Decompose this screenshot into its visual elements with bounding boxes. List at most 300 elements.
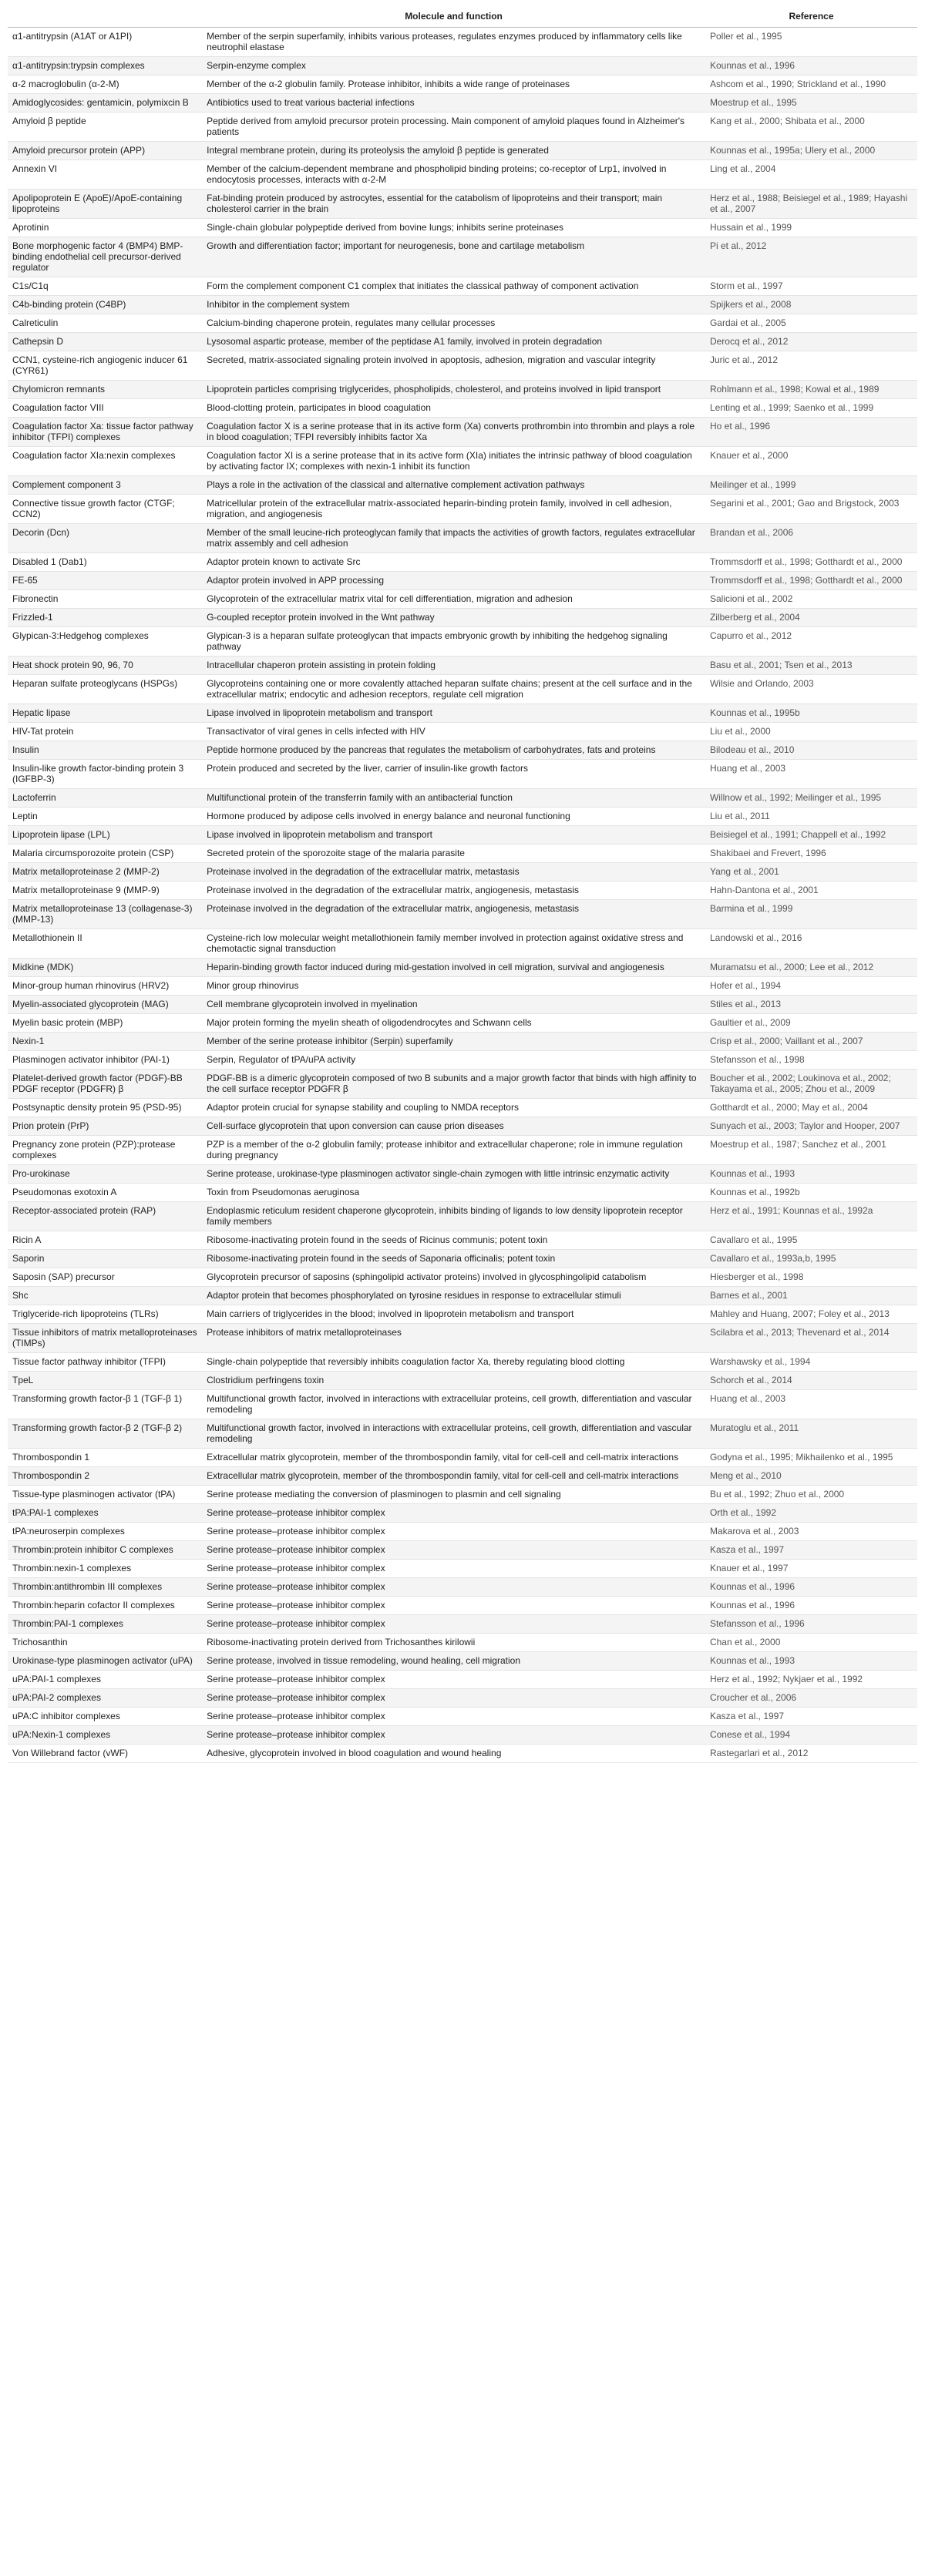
table-row (8, 627, 917, 657)
reference-cell: Wilsie and Orlando, 2003 (705, 675, 917, 704)
reference-cell: Trommsdorff et al., 1998; Gotthardt et al., 2000 (705, 553, 917, 572)
table-row (8, 1486, 917, 1504)
function-cell: Glypican-3 is a heparan sulfate proteoglycan that impacts embryonic growth by inhibiting the hedgehog signaling pathway (202, 627, 705, 657)
molecule-cell: α1-antitrypsin:trypsin complexes (8, 57, 202, 76)
function-cell: Glycoproteins containing one or more covalently attached heparan sulfate chains; present at the cell surface and in the extracellular matrix; endocytic and adhesion receptors, regulate cell migration (202, 675, 705, 704)
function-cell: Main carriers of triglycerides in the blood; involved in lipoprotein metabolism and transport (202, 1305, 705, 1324)
molecule-cell: Tissue factor pathway inhibitor (TFPI) (8, 1353, 202, 1372)
table-row (8, 237, 917, 277)
molecule-cell: Bone morphogenic factor 4 (BMP4) BMP-binding endothelial cell precursor-derived regulator (8, 237, 202, 277)
table-row (8, 1231, 917, 1250)
function-cell: Adaptor protein that becomes phosphorylated on tyrosine residues in response to extracellular stimuli (202, 1287, 705, 1305)
table-row (8, 1051, 917, 1070)
function-cell: Clostridium perfringens toxin (202, 1372, 705, 1390)
table-row (8, 524, 917, 553)
table-row (8, 57, 917, 76)
reference-cell: Spijkers et al., 2008 (705, 296, 917, 314)
function-cell: Calcium-binding chaperone protein, regulates many cellular processes (202, 314, 705, 333)
molecule-cell: Midkine (MDK) (8, 959, 202, 977)
reference-cell: Kounnas et al., 1995b (705, 704, 917, 723)
molecule-cell: Myelin-associated glycoprotein (MAG) (8, 996, 202, 1014)
reference-cell: Ling et al., 2004 (705, 160, 917, 190)
molecule-cell: Nexin-1 (8, 1033, 202, 1051)
molecule-cell: Amyloid β peptide (8, 113, 202, 142)
reference-cell: Zilberberg et al., 2004 (705, 609, 917, 627)
table-row (8, 1070, 917, 1099)
reference-cell: Boucher et al., 2002; Loukinova et al., 2002; Takayama et al., 2005; Zhou et al., 2009 (705, 1070, 917, 1099)
table-row (8, 1184, 917, 1202)
molecule-cell: Trichosanthin (8, 1634, 202, 1652)
reference-cell: Moestrup et al., 1987; Sanchez et al., 2001 (705, 1136, 917, 1165)
function-cell: Serine protease–protease inhibitor complex (202, 1504, 705, 1523)
molecule-cell: Thrombin:antithrombin III complexes (8, 1578, 202, 1597)
reference-cell: Meng et al., 2010 (705, 1467, 917, 1486)
table-row (8, 1689, 917, 1708)
function-cell: Serpin-enzyme complex (202, 57, 705, 76)
molecule-cell: Transforming growth factor-β 2 (TGF-β 2) (8, 1419, 202, 1449)
molecule-cell: C1s/C1q (8, 277, 202, 296)
function-cell: Coagulation factor X is a serine protease that in its active form (Xa) converts prothrombin into thrombin and plays a role in blood coagulation; TFPI reversibly inhibits factor Xa (202, 418, 705, 447)
function-cell: Single-chain polypeptide that reversibly inhibits coagulation factor Xa, thereby regulating blood clotting (202, 1353, 705, 1372)
molecule-cell: Thrombospondin 1 (8, 1449, 202, 1467)
reference-cell: Herz et al., 1992; Nykjaer et al., 1992 (705, 1671, 917, 1689)
molecule-cell: Minor-group human rhinovirus (HRV2) (8, 977, 202, 996)
reference-cell: Stefansson et al., 1998 (705, 1051, 917, 1070)
molecule-cell: Ricin A (8, 1231, 202, 1250)
reference-cell: Storm et al., 1997 (705, 277, 917, 296)
reference-cell: Kasza et al., 1997 (705, 1541, 917, 1560)
reference-cell: Croucher et al., 2006 (705, 1689, 917, 1708)
reference-cell: Meilinger et al., 1999 (705, 476, 917, 495)
molecule-cell: Receptor-associated protein (RAP) (8, 1202, 202, 1231)
function-cell: Blood-clotting protein, participates in blood coagulation (202, 399, 705, 418)
molecule-cell: Thrombin:PAI-1 complexes (8, 1615, 202, 1634)
reference-cell: Makarova et al., 2003 (705, 1523, 917, 1541)
table-row (8, 1671, 917, 1689)
reference-cell: Liu et al., 2011 (705, 808, 917, 826)
molecule-cell: Pro-urokinase (8, 1165, 202, 1184)
reference-cell: Beisiegel et al., 1991; Chappell et al., 1992 (705, 826, 917, 845)
molecule-cell: Shc (8, 1287, 202, 1305)
molecule-cell: Tissue-type plasminogen activator (tPA) (8, 1486, 202, 1504)
table-row (8, 1615, 917, 1634)
reference-cell: Poller et al., 1995 (705, 28, 917, 57)
reference-cell: Chan et al., 2000 (705, 1634, 917, 1652)
reference-cell: Hofer et al., 1994 (705, 977, 917, 996)
function-cell: Serine protease–protease inhibitor complex (202, 1597, 705, 1615)
function-cell: Secreted protein of the sporozoite stage of the malaria parasite (202, 845, 705, 863)
molecule-cell: Hepatic lipase (8, 704, 202, 723)
molecule-cell: Lipoprotein lipase (LPL) (8, 826, 202, 845)
function-cell: Adhesive, glycoprotein involved in blood coagulation and wound healing (202, 1745, 705, 1763)
molecule-cell: Tissue inhibitors of matrix metalloproteinases (TIMPs) (8, 1324, 202, 1353)
function-cell: Member of the serine protease inhibitor (Serpin) superfamily (202, 1033, 705, 1051)
reference-cell: Cavallaro et al., 1995 (705, 1231, 917, 1250)
function-cell: Lipoprotein particles comprising triglycerides, phospholipids, cholesterol, and proteins involved in lipid transport (202, 381, 705, 399)
molecule-cell: Malaria circumsporozoite protein (CSP) (8, 845, 202, 863)
reference-cell: Rohlmann et al., 1998; Kowal et al., 1989 (705, 381, 917, 399)
function-cell: Serine protease–protease inhibitor complex (202, 1541, 705, 1560)
function-cell: Coagulation factor XI is a serine protease that in its active form (XIa) initiates the intrinsic pathway of blood coagulation by activating factor IX; complexes with nexin-1 inhibit its function (202, 447, 705, 476)
reference-cell: Sunyach et al., 2003; Taylor and Hooper, 2007 (705, 1117, 917, 1136)
molecule-cell: Annexin VI (8, 160, 202, 190)
table-row (8, 1708, 917, 1726)
table-row (8, 1467, 917, 1486)
reference-cell: Kounnas et al., 1996 (705, 1578, 917, 1597)
function-cell: Proteinase involved in the degradation of the extracellular matrix, metastasis (202, 863, 705, 882)
molecule-cell: uPA:C inhibitor complexes (8, 1708, 202, 1726)
reference-cell: Trommsdorff et al., 1998; Gotthardt et al., 2000 (705, 572, 917, 590)
reference-cell: Ashcom et al., 1990; Strickland et al., 1990 (705, 76, 917, 94)
header-row (8, 6, 917, 28)
molecule-cell: Matrix metalloproteinase 2 (MMP-2) (8, 863, 202, 882)
molecule-cell: Connective tissue growth factor (CTGF; CCN2) (8, 495, 202, 524)
reference-cell: Herz et al., 1991; Kounnas et al., 1992a (705, 1202, 917, 1231)
table-row (8, 1324, 917, 1353)
reference-cell: Hahn-Dantona et al., 2001 (705, 882, 917, 900)
function-cell: Endoplasmic reticulum resident chaperone glycoprotein, inhibits binding of ligands to low density lipoprotein receptor family members (202, 1202, 705, 1231)
reference-cell: Hiesberger et al., 1998 (705, 1268, 917, 1287)
table-row (8, 76, 917, 94)
molecule-cell: α1-antitrypsin (A1AT or A1PI) (8, 28, 202, 57)
table-row (8, 1597, 917, 1615)
function-cell: Peptide hormone produced by the pancreas that regulates the metabolism of carbohydrates, fats and proteins (202, 741, 705, 760)
reference-cell: Rastegarlari et al., 2012 (705, 1745, 917, 1763)
molecule-cell: uPA:PAI-2 complexes (8, 1689, 202, 1708)
table-row (8, 94, 917, 113)
molecule-cell: Plasminogen activator inhibitor (PAI-1) (8, 1051, 202, 1070)
table-row (8, 351, 917, 381)
table-row (8, 1287, 917, 1305)
molecule-cell: Coagulation factor VIII (8, 399, 202, 418)
reference-cell: Godyna et al., 1995; Mikhailenko et al., 1995 (705, 1449, 917, 1467)
molecule-cell: Pseudomonas exotoxin A (8, 1184, 202, 1202)
table-row (8, 476, 917, 495)
function-cell: Lipase involved in lipoprotein metabolism and transport (202, 826, 705, 845)
reference-cell: Gotthardt et al., 2000; May et al., 2004 (705, 1099, 917, 1117)
molecule-cell: Leptin (8, 808, 202, 826)
molecule-cell: Saposin (SAP) precursor (8, 1268, 202, 1287)
reference-cell: Ho et al., 1996 (705, 418, 917, 447)
reference-cell: Stefansson et al., 1996 (705, 1615, 917, 1634)
table-row (8, 553, 917, 572)
function-cell: Serine protease–protease inhibitor complex (202, 1726, 705, 1745)
table-row (8, 399, 917, 418)
table-row (8, 1652, 917, 1671)
function-cell: Serine protease–protease inhibitor complex (202, 1523, 705, 1541)
function-cell: Ribosome-inactivating protein found in the seeds of Saponaria officinalis; potent toxin (202, 1250, 705, 1268)
function-cell: Hormone produced by adipose cells involved in energy balance and neuronal functioning (202, 808, 705, 826)
reference-cell: Kounnas et al., 1995a; Ulery et al., 2000 (705, 142, 917, 160)
molecule-cell: tPA:neuroserpin complexes (8, 1523, 202, 1541)
table-row (8, 977, 917, 996)
table-row (8, 1449, 917, 1467)
function-cell: Serine protease–protease inhibitor complex (202, 1560, 705, 1578)
function-cell: Serine protease–protease inhibitor complex (202, 1615, 705, 1634)
function-cell: Form the complement component C1 complex that initiates the classical pathway of component activation (202, 277, 705, 296)
table-row (8, 590, 917, 609)
table-row (8, 1634, 917, 1652)
function-cell: Single-chain globular polypeptide derived from bovine lungs; inhibits serine proteinases (202, 219, 705, 237)
molecule-cell: Matrix metalloproteinase 9 (MMP-9) (8, 882, 202, 900)
function-cell: Minor group rhinovirus (202, 977, 705, 996)
molecule-cell: Platelet-derived growth factor (PDGF)-BB PDGF receptor (PDGFR) β (8, 1070, 202, 1099)
header-reference-cell: Reference (705, 6, 917, 28)
table-row (8, 1305, 917, 1324)
function-cell: Secreted, matrix-associated signaling protein involved in apoptosis, adhesion, migration and vascular integrity (202, 351, 705, 381)
table-row (8, 1745, 917, 1763)
table-row (8, 723, 917, 741)
function-cell: Multifunctional growth factor, involved in interactions with extracellular proteins, cell growth, differentiation and vascular remodeling (202, 1419, 705, 1449)
reference-cell: Segarini et al., 2001; Gao and Brigstock, 2003 (705, 495, 917, 524)
function-cell: Adaptor protein involved in APP processing (202, 572, 705, 590)
table-row (8, 1165, 917, 1184)
molecule-cell: Apolipoprotein E (ApoE)/ApoE-containing lipoproteins (8, 190, 202, 219)
molecule-cell: Myelin basic protein (MBP) (8, 1014, 202, 1033)
reference-cell: Schorch et al., 2014 (705, 1372, 917, 1390)
molecule-cell: Von Willebrand factor (vWF) (8, 1745, 202, 1763)
function-cell: Proteinase involved in the degradation of the extracellular matrix, angiogenesis, metastasis (202, 882, 705, 900)
reference-cell: Muratoglu et al., 2011 (705, 1419, 917, 1449)
molecule-cell: Matrix metalloproteinase 13 (collagenase-3) (MMP-13) (8, 900, 202, 929)
function-cell: Adaptor protein crucial for synapse stability and coupling to NMDA receptors (202, 1099, 705, 1117)
function-cell: Member of the small leucine-rich proteoglycan family that impacts the activities of growth factors, regulates extracellular matrix assembly and cell adhesion (202, 524, 705, 553)
reference-cell: Bu et al., 1992; Zhuo et al., 2000 (705, 1486, 917, 1504)
reference-cell: Derocq et al., 2012 (705, 333, 917, 351)
reference-cell: Orth et al., 1992 (705, 1504, 917, 1523)
table-row (8, 160, 917, 190)
table-row (8, 1202, 917, 1231)
table-row (8, 741, 917, 760)
table-row (8, 1560, 917, 1578)
function-cell: Multifunctional growth factor, involved in interactions with extracellular proteins, cell growth, differentiation and vascular remodeling (202, 1390, 705, 1419)
molecule-cell: Amyloid precursor protein (APP) (8, 142, 202, 160)
reference-cell: Kounnas et al., 1993 (705, 1165, 917, 1184)
molecule-cell: Coagulation factor XIa:nexin complexes (8, 447, 202, 476)
function-cell: Multifunctional protein of the transferrin family with an antibacterial function (202, 789, 705, 808)
table-row (8, 1014, 917, 1033)
reference-cell: Capurro et al., 2012 (705, 627, 917, 657)
function-cell: Member of the calcium-dependent membrane and phospholipid binding proteins; co-receptor of Lrp1, involved in endocytosis processes, interacts with α-2-M (202, 160, 705, 190)
function-cell: Serine protease mediating the conversion of plasminogen to plasmin and cell signaling (202, 1486, 705, 1504)
table-row (8, 1117, 917, 1136)
table-row (8, 333, 917, 351)
function-cell: Intracellular chaperon protein assisting in protein folding (202, 657, 705, 675)
table-row (8, 447, 917, 476)
reference-cell: Pi et al., 2012 (705, 237, 917, 277)
molecule-cell: Complement component 3 (8, 476, 202, 495)
function-cell: Antibiotics used to treat various bacterial infections (202, 94, 705, 113)
molecule-cell: C4b-binding protein (C4BP) (8, 296, 202, 314)
reference-cell: Muramatsu et al., 2000; Lee et al., 2012 (705, 959, 917, 977)
molecule-cell: HIV-Tat protein (8, 723, 202, 741)
reference-cell: Gardai et al., 2005 (705, 314, 917, 333)
table-row (8, 826, 917, 845)
reference-cell: Kang et al., 2000; Shibata et al., 2000 (705, 113, 917, 142)
table-row (8, 959, 917, 977)
reference-cell: Liu et al., 2000 (705, 723, 917, 741)
table-row (8, 863, 917, 882)
function-cell: Transactivator of viral genes in cells infected with HIV (202, 723, 705, 741)
function-cell: Plays a role in the activation of the classical and alternative complement activation pathways (202, 476, 705, 495)
function-cell: Lipase involved in lipoprotein metabolism and transport (202, 704, 705, 723)
molecule-cell: Insulin (8, 741, 202, 760)
molecule-cell: Thrombin:protein inhibitor C complexes (8, 1541, 202, 1560)
reference-cell: Crisp et al., 2000; Vaillant et al., 2007 (705, 1033, 917, 1051)
molecule-cell: Heat shock protein 90, 96, 70 (8, 657, 202, 675)
function-cell: Lysosomal aspartic protease, member of the peptidase A1 family, involved in protein degradation (202, 333, 705, 351)
molecule-cell: Coagulation factor Xa: tissue factor pathway inhibitor (TFPI) complexes (8, 418, 202, 447)
table-row (8, 808, 917, 826)
table-row (8, 657, 917, 675)
table-body (8, 28, 917, 1763)
function-cell: Protein produced and secreted by the liver, carrier of insulin-like growth factors (202, 760, 705, 789)
molecule-cell: uPA:PAI-1 complexes (8, 1671, 202, 1689)
header-function-cell: Molecule and function (202, 6, 705, 28)
table-row (8, 1268, 917, 1287)
molecule-cell: Calreticulin (8, 314, 202, 333)
table-row (8, 1523, 917, 1541)
table-row (8, 704, 917, 723)
function-cell: PDGF-BB is a dimeric glycoprotein composed of two B subunits and a major growth factor that binds with high affinity to the cell surface receptor PDGFR β (202, 1070, 705, 1099)
function-cell: Extracellular matrix glycoprotein, member of the thrombospondin family, vital for cell-cell and cell-matrix interactions (202, 1467, 705, 1486)
reference-cell: Mahley and Huang, 2007; Foley et al., 2013 (705, 1305, 917, 1324)
table-row (8, 1504, 917, 1523)
table-row (8, 900, 917, 929)
function-cell: Cell-surface glycoprotein that upon conversion can cause prion diseases (202, 1117, 705, 1136)
ligand-table (8, 6, 917, 1763)
function-cell: Cell membrane glycoprotein involved in myelination (202, 996, 705, 1014)
table-row (8, 929, 917, 959)
molecule-cell: Pregnancy zone protein (PZP):protease complexes (8, 1136, 202, 1165)
reference-cell: Basu et al., 2001; Tsen et al., 2013 (705, 657, 917, 675)
table-row (8, 381, 917, 399)
reference-cell: Salicioni et al., 2002 (705, 590, 917, 609)
molecule-cell: Saporin (8, 1250, 202, 1268)
table-row (8, 277, 917, 296)
table-row (8, 314, 917, 333)
molecule-cell: Cathepsin D (8, 333, 202, 351)
function-cell: Inhibitor in the complement system (202, 296, 705, 314)
reference-cell: Gaultier et al., 2009 (705, 1014, 917, 1033)
table-row (8, 1099, 917, 1117)
molecule-cell: Fibronectin (8, 590, 202, 609)
reference-cell: Moestrup et al., 1995 (705, 94, 917, 113)
reference-cell: Barmina et al., 1999 (705, 900, 917, 929)
function-cell: Matricellular protein of the extracellular matrix-associated heparin-binding protein family, involved in cell adhesion, migration, and angiogenesis (202, 495, 705, 524)
molecule-cell: α-2 macroglobulin (α-2-M) (8, 76, 202, 94)
reference-cell: Brandan et al., 2006 (705, 524, 917, 553)
reference-cell: Yang et al., 2001 (705, 863, 917, 882)
function-cell: Growth and differentiation factor; important for neurogenesis, bone and cartilage metabolism (202, 237, 705, 277)
table-row (8, 789, 917, 808)
reference-cell: Huang et al., 2003 (705, 760, 917, 789)
function-cell: PZP is a member of the α-2 globulin family; protease inhibitor and extracellular chaperone; role in immune regulation during pregnancy (202, 1136, 705, 1165)
table-row (8, 113, 917, 142)
function-cell: Glycoprotein of the extracellular matrix vital for cell differentiation, migration and adhesion (202, 590, 705, 609)
function-cell: Fat-binding protein produced by astrocytes, essential for the catabolism of lipoproteins and their transport; main cholesterol carrier in the brain (202, 190, 705, 219)
molecule-cell: Prion protein (PrP) (8, 1117, 202, 1136)
molecule-cell: Disabled 1 (Dab1) (8, 553, 202, 572)
function-cell: Serine protease, involved in tissue remodeling, wound healing, cell migration (202, 1652, 705, 1671)
table-row (8, 495, 917, 524)
reference-cell: Kasza et al., 1997 (705, 1708, 917, 1726)
function-cell: Serine protease–protease inhibitor complex (202, 1689, 705, 1708)
molecule-cell: Thrombin:nexin-1 complexes (8, 1560, 202, 1578)
table-row (8, 296, 917, 314)
molecule-cell: Amidoglycosides: gentamicin, polymixcin B (8, 94, 202, 113)
molecule-cell: Transforming growth factor-β 1 (TGF-β 1) (8, 1390, 202, 1419)
reference-cell: Juric et al., 2012 (705, 351, 917, 381)
molecule-cell: Frizzled-1 (8, 609, 202, 627)
function-cell: Integral membrane protein, during its proteolysis the amyloid β peptide is generated (202, 142, 705, 160)
reference-cell: Huang et al., 2003 (705, 1390, 917, 1419)
function-cell: Serine protease, urokinase-type plasminogen activator single-chain zymogen with little intrinsic enzymatic activity (202, 1165, 705, 1184)
function-cell: Heparin-binding growth factor induced during mid-gestation involved in cell migration, survival and angiogenesis (202, 959, 705, 977)
function-cell: Extracellular matrix glycoprotein, member of the thrombospondin family, vital for cell-cell and cell-matrix interactions (202, 1449, 705, 1467)
reference-cell: Barnes et al., 2001 (705, 1287, 917, 1305)
molecule-cell: tPA:PAI-1 complexes (8, 1504, 202, 1523)
function-cell: Member of the α-2 globulin family. Protease inhibitor, inhibits a wide range of proteinases (202, 76, 705, 94)
molecule-cell: Thrombospondin 2 (8, 1467, 202, 1486)
function-cell: Toxin from Pseudomonas aeruginosa (202, 1184, 705, 1202)
molecule-cell: Postsynaptic density protein 95 (PSD-95) (8, 1099, 202, 1117)
table-row (8, 1390, 917, 1419)
reference-cell: Kounnas et al., 1993 (705, 1652, 917, 1671)
table-row (8, 1372, 917, 1390)
molecule-cell: uPA:Nexin-1 complexes (8, 1726, 202, 1745)
reference-cell: Landowski et al., 2016 (705, 929, 917, 959)
reference-cell: Scilabra et al., 2013; Thevenard et al., 2014 (705, 1324, 917, 1353)
table-row (8, 882, 917, 900)
molecule-cell: Heparan sulfate proteoglycans (HSPGs) (8, 675, 202, 704)
function-cell: Major protein forming the myelin sheath of oligodendrocytes and Schwann cells (202, 1014, 705, 1033)
function-cell: Serpin, Regulator of tPA/uPA activity (202, 1051, 705, 1070)
reference-cell: Warshawsky et al., 1994 (705, 1353, 917, 1372)
table-row (8, 1136, 917, 1165)
reference-cell: Hussain et al., 1999 (705, 219, 917, 237)
table-row (8, 1578, 917, 1597)
reference-cell: Kounnas et al., 1992b (705, 1184, 917, 1202)
reference-cell: Kounnas et al., 1996 (705, 57, 917, 76)
function-cell: G-coupled receptor protein involved in the Wnt pathway (202, 609, 705, 627)
molecule-cell: FE-65 (8, 572, 202, 590)
function-cell: Glycoprotein precursor of saposins (sphingolipid activator proteins) involved in glycosphingolipid catabolism (202, 1268, 705, 1287)
reference-cell: Cavallaro et al., 1993a,b, 1995 (705, 1250, 917, 1268)
reference-cell: Shakibaei and Frevert, 1996 (705, 845, 917, 863)
reference-cell: Knauer et al., 1997 (705, 1560, 917, 1578)
function-cell: Protease inhibitors of matrix metalloproteinases (202, 1324, 705, 1353)
reference-cell: Conese et al., 1994 (705, 1726, 917, 1745)
molecule-cell: Urokinase-type plasminogen activator (uPA) (8, 1652, 202, 1671)
function-cell: Proteinase involved in the degradation of the extracellular matrix, angiogenesis, metastasis (202, 900, 705, 929)
table-row (8, 28, 917, 57)
function-cell: Serine protease–protease inhibitor complex (202, 1708, 705, 1726)
table-row (8, 572, 917, 590)
table-row (8, 142, 917, 160)
table-row (8, 760, 917, 789)
function-cell: Cysteine-rich low molecular weight metallothionein family member involved in protection against oxidative stress and chemotactic signal transduction (202, 929, 705, 959)
table-row (8, 1250, 917, 1268)
molecule-cell: Metallothionein II (8, 929, 202, 959)
molecule-cell: Thrombin:heparin cofactor II complexes (8, 1597, 202, 1615)
table-row (8, 609, 917, 627)
reference-cell: Stiles et al., 2013 (705, 996, 917, 1014)
molecule-cell: Triglyceride-rich lipoproteins (TLRs) (8, 1305, 202, 1324)
molecule-cell: Aprotinin (8, 219, 202, 237)
function-cell: Ribosome-inactivating protein found in the seeds of Ricinus communis; potent toxin (202, 1231, 705, 1250)
molecule-cell: TpeL (8, 1372, 202, 1390)
